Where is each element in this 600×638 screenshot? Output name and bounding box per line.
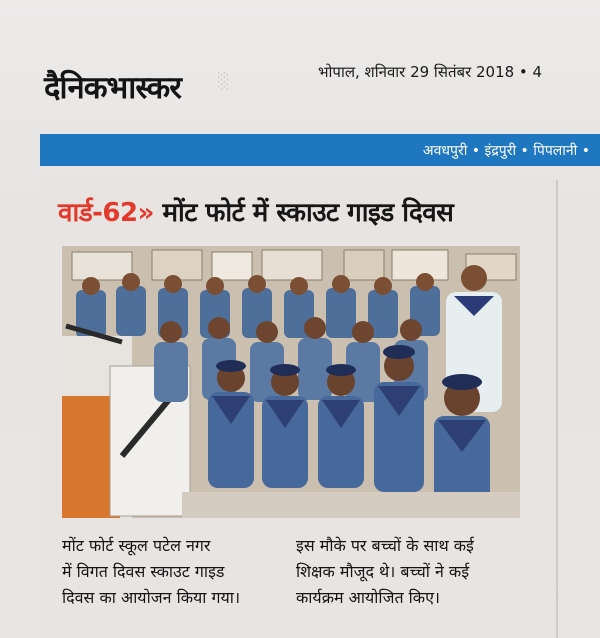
wall-poster: [344, 250, 384, 280]
body-line: में विगत दिवस स्काउट गाइड: [62, 562, 225, 581]
body-line: कार्यक्रम आयोजित किए।: [296, 588, 440, 607]
photo-floor: [182, 492, 520, 518]
wall-poster: [212, 252, 252, 280]
article-body-column-2: [296, 533, 546, 611]
wall-poster: [152, 250, 202, 280]
wall-poster: [72, 252, 132, 280]
headline-title: मोंट फोर्ट में स्काउट गाइड दिवस: [162, 198, 454, 228]
ward-kicker: वार्ड-62»: [58, 198, 154, 228]
faded-text-bleed: ░: [218, 72, 230, 90]
teacher-face: [461, 265, 487, 291]
body-line: शिक्षक मौजूद थे। बच्चों ने कई: [296, 562, 470, 581]
article-photo: [62, 246, 520, 518]
body-line: इस मौके पर बच्चों के साथ कई: [296, 536, 474, 555]
wall-poster: [262, 250, 322, 280]
body-line: मोंट फोर्ट स्कूल पटेल नगर: [62, 536, 211, 555]
dateline: भोपाल, शनिवार 29 सितंबर 2018 • 4: [318, 63, 543, 81]
article-body-column-1: [62, 533, 282, 611]
newspaper-masthead: दैनिकभास्कर: [44, 70, 181, 106]
locality-band: [40, 134, 600, 166]
locality-list: अवधपुरी • इंद्रपुरी • पिपलानी •: [422, 143, 590, 159]
column-divider: [556, 180, 558, 638]
body-line: दिवस का आयोजन किया गया।: [62, 588, 241, 607]
scouts-photo: [62, 246, 520, 518]
article-headline: [58, 193, 453, 229]
